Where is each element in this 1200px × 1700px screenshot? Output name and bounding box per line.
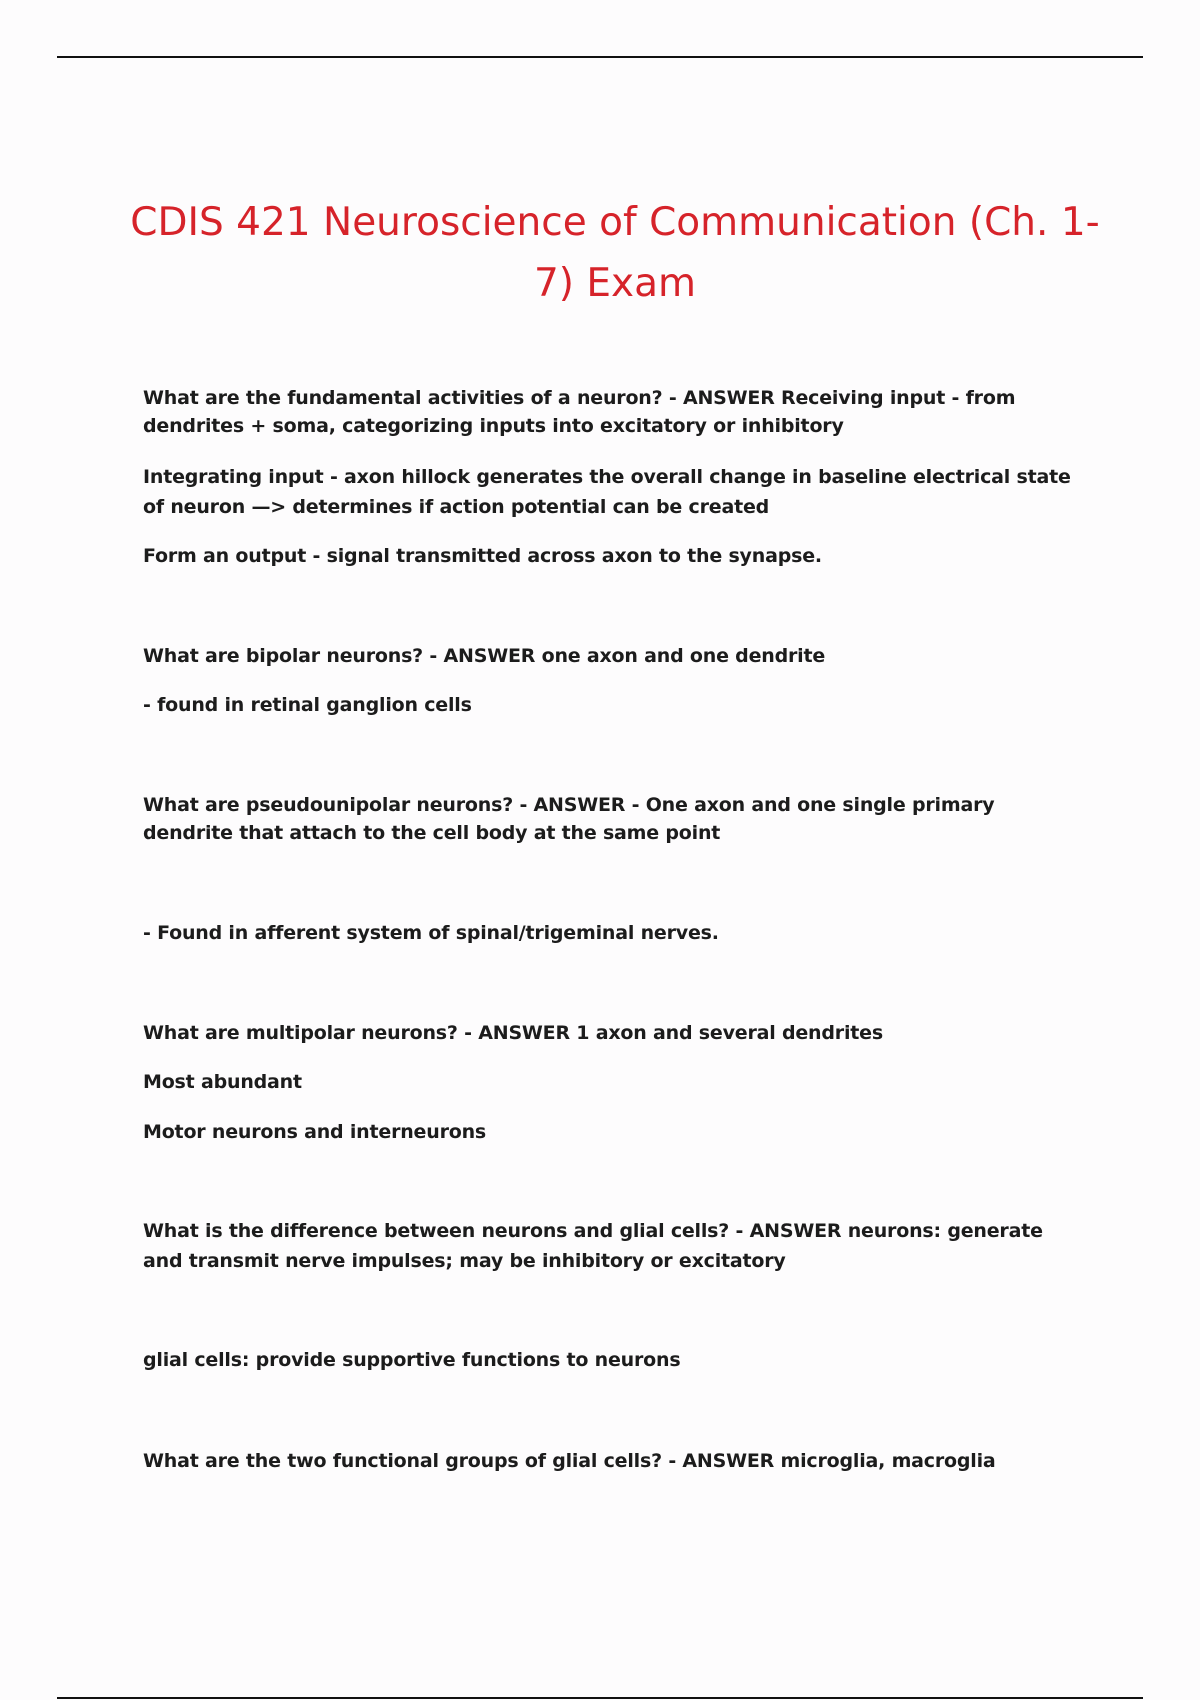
text-line: dendrite that attach to the cell body at the same point bbox=[143, 822, 721, 844]
document-title: CDIS 421 Neuroscience of Communication (Ch. 1-7) Exam bbox=[130, 200, 1100, 306]
text-line: Integrating input - axon hillock generates the overall change in baseline electrical state bbox=[143, 466, 1071, 488]
text-line: - found in retinal ganglion cells bbox=[143, 694, 472, 716]
text-line: glial cells: provide supportive functions to neurons bbox=[143, 1349, 681, 1371]
text-line: Motor neurons and interneurons bbox=[143, 1121, 487, 1143]
text-line: What are pseudounipolar neurons? - ANSWER - One axon and one single primary bbox=[143, 794, 995, 816]
text-line: What are the two functional groups of glial cells? - ANSWER microglia, macroglia bbox=[143, 1450, 996, 1472]
text-line: Most abundant bbox=[143, 1071, 302, 1093]
text-line: What are bipolar neurons? - ANSWER one axon and one dendrite bbox=[143, 645, 826, 667]
text-line: What are multipolar neurons? - ANSWER 1 axon and several dendrites bbox=[143, 1022, 883, 1044]
text-line: What are the fundamental activities of a neuron? - ANSWER Receiving input - from bbox=[143, 387, 1016, 409]
text-line: - Found in afferent system of spinal/trigeminal nerves. bbox=[143, 922, 719, 944]
text-line: of neuron —> determines if action potential can be created bbox=[143, 496, 770, 518]
top-rule bbox=[57, 56, 1143, 58]
text-line: dendrites + soma, categorizing inputs into excitatory or inhibitory bbox=[143, 415, 844, 437]
text-line: and transmit nerve impulses; may be inhibitory or excitatory bbox=[143, 1250, 786, 1272]
bottom-rule bbox=[57, 1697, 1143, 1699]
text-line: Form an output - signal transmitted across axon to the synapse. bbox=[143, 545, 822, 567]
text-line: What is the difference between neurons and glial cells? - ANSWER neurons: generate bbox=[143, 1220, 1043, 1242]
